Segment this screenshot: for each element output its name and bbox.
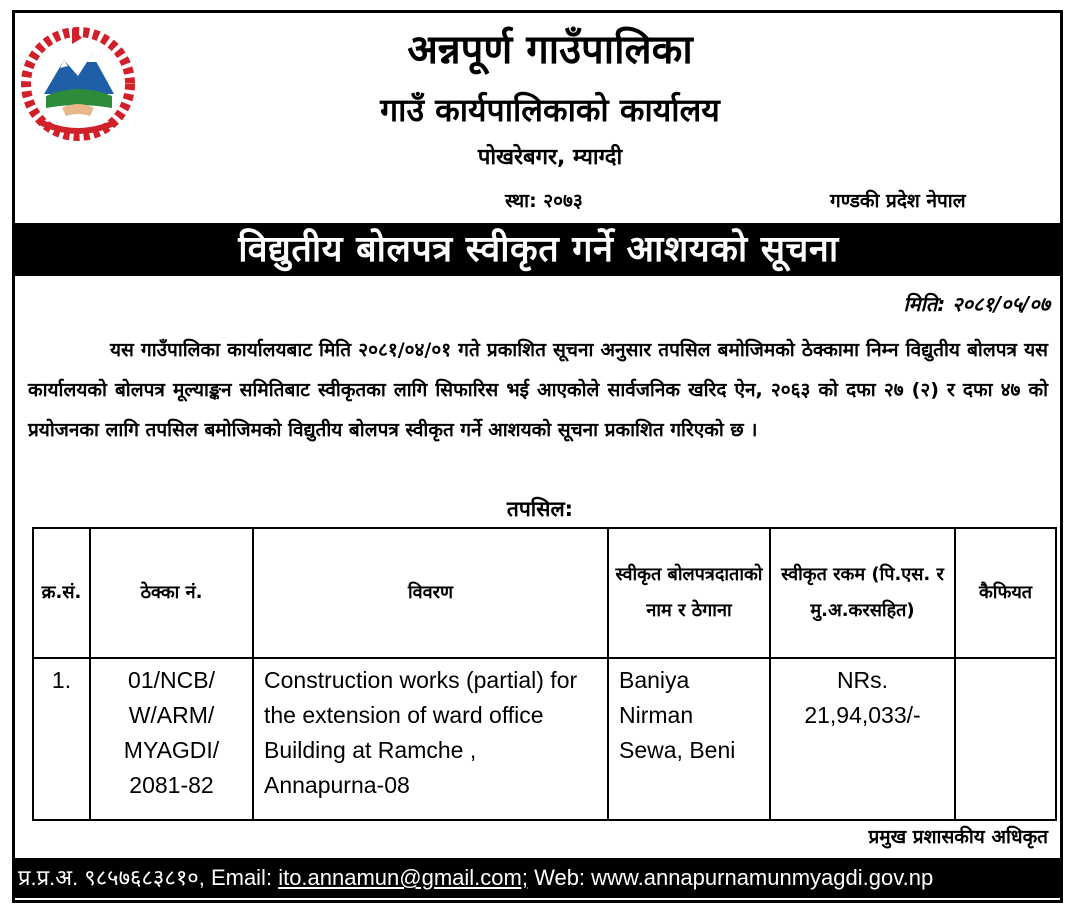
notice-date: मिति: २०८१/०५/०७	[903, 292, 1050, 316]
signatory-title: प्रमुख प्रशासकीय अधिकृत	[868, 826, 1048, 848]
table-header-row	[33, 528, 1056, 658]
schedule-table	[32, 527, 1057, 821]
schedule-label: तपसिल:	[506, 497, 574, 521]
cell-bidder: Baniya Nirman Sewa, Beni	[608, 658, 770, 820]
office-subtitle: गाउँ कार्यपालिकाको कार्यालय	[380, 91, 720, 129]
notice-body: यस गाउँपालिका कार्यालयबाट मिति २०८१/०४/०१ गते प्रकाशित सूचना अनुसार तपसिल बमोजिमको ठेक्कामा निम्न विद्युतीय बोलपत्र यस कार्यालयको बोलपत्र मूल्याङ्कन समितिबाट स्वीकृतका लागि सिफारिस भई आएकोले सार्वजनिक खरिद ऐन, २०६३ को दफा २७ (२) र दफा ४७ को प्रयोजनका लागि तपसिल बमोजिमको विद्युतीय बोलपत्र स्वीकृत गर्ने आशयको सूचना प्रकाशित गरिएको छ ।	[28, 339, 1048, 441]
footer-email-label: Email:	[210, 865, 273, 890]
header-amount: स्वीकृत रकम (पि.एस. र मु.अ.करसहित)	[770, 528, 955, 658]
header-contract-no: ठेक्का नं.	[90, 528, 253, 658]
province-label: गण्डकी प्रदेश नेपाल	[830, 190, 966, 212]
header-remarks: कैफियत	[955, 528, 1056, 658]
municipality-title: अन्नपूर्ण गाउँपालिका	[407, 27, 693, 73]
cell-contract-no: 01/NCB/ W/ARM/ MYAGDI/ 2081-82	[90, 658, 253, 820]
notice-heading-banner: विद्युतीय बोलपत्र स्वीकृत गर्ने आशयको सूचना	[14, 223, 1063, 276]
header-serial: क्र.सं.	[33, 528, 90, 658]
footer-email-link[interactable]: ito.annamun@gmail.com;	[278, 865, 528, 890]
contact-footer	[12, 858, 1063, 898]
header-bidder: स्वीकृत बोलपत्रदाताको नाम र ठेगाना	[608, 528, 770, 658]
table-row	[33, 658, 1056, 820]
footer-phone: प्र.प्र.अ. ९८५७६८३८१०,	[18, 865, 205, 890]
nepal-emblem-icon	[20, 24, 136, 144]
footer-web-link[interactable]: Web: www.annapurnamunmyagdi.gov.np	[534, 865, 934, 890]
cell-remarks	[955, 658, 1056, 820]
cell-description: Construction works (partial) for the extension of ward office Building at Ramche , Annapurna-08	[253, 658, 608, 820]
cell-amount: NRs. 21,94,033/-	[770, 658, 955, 820]
established-year: स्था: २०७३	[505, 190, 583, 212]
office-address: पोखरेबगर, म्याग्दी	[477, 145, 623, 170]
cell-serial: 1.	[33, 658, 90, 820]
header-description: विवरण	[253, 528, 608, 658]
